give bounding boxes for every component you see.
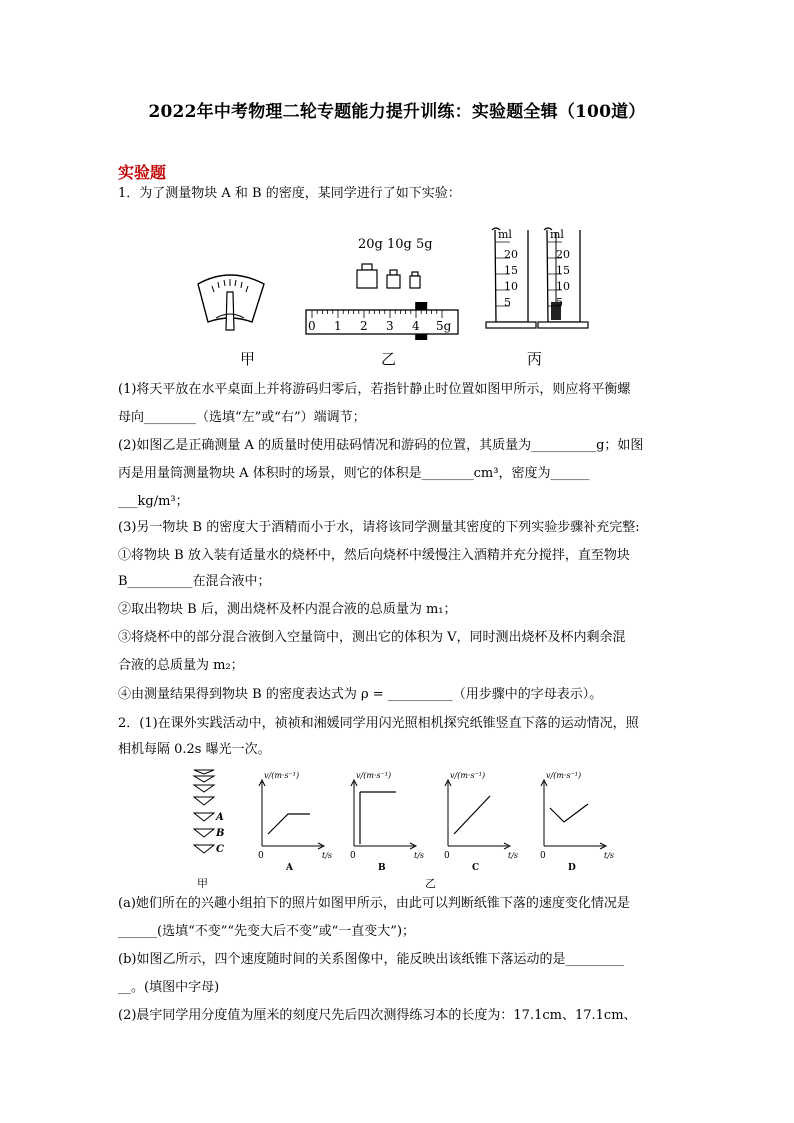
falling-cones-icon <box>194 770 214 853</box>
y-axis-label: v/(m·s⁻¹) <box>264 771 300 780</box>
q1-line: (2)如图乙是正确测量 A 的质量时使用砝码情况和游码的位置，其质量为__________g；如图 <box>118 438 644 453</box>
origin-label: 0 <box>444 851 450 861</box>
rider-bottom <box>415 334 427 340</box>
cylinder-scale-label: 20 <box>556 248 570 261</box>
q1-line: ①将物块 B 放入装有适量水的烧杯中，然后向烧杯中缓慢注入酒精并充分搅拌，直至物块 <box>118 548 630 563</box>
q2-line: __。(填图中字母) <box>118 980 220 995</box>
graph-label: D <box>568 863 576 873</box>
origin-label: 0 <box>540 851 546 861</box>
graph-label: A <box>286 863 293 873</box>
q1-line: ②取出物块 B 后，测出烧杯及杯内混合液的总质量为 m₁； <box>118 602 457 617</box>
q2-line: (2)晨宇同学用分度值为厘米的刻度尺先后四次测得练习本的长度为：17.1cm、17.1cm、 <box>118 1008 637 1023</box>
section-heading: 实验题 <box>118 163 167 182</box>
ruler-icon <box>306 302 458 340</box>
caption-jia-2: 甲 <box>197 877 208 890</box>
q1-line: (1)将天平放在水平桌面上并将游码归零后，若指针静止时位置如图甲所示，则应将平衡螺 <box>118 382 631 397</box>
x-axis-label: t/s <box>508 851 519 860</box>
ruler-tick-label: 0 <box>308 319 316 333</box>
x-axis-label: t/s <box>414 851 425 860</box>
balance-dial-icon <box>198 275 264 330</box>
ruler-tick-label: 2 <box>360 319 368 333</box>
q1-line: 母向________（选填“左”或“右”）端调节； <box>118 410 366 425</box>
rider-top <box>415 302 427 310</box>
vt-curve <box>454 796 490 834</box>
q1-line: ④由测量结果得到物块 B 的密度表达式为 ρ = __________（用步骤中的字母表示）。 <box>118 687 603 702</box>
y-axis-label: v/(m·s⁻¹) <box>356 771 392 780</box>
cylinder-scale-label: 5 <box>556 296 563 309</box>
caption-jia: 甲 <box>240 350 256 368</box>
cylinder-scale-label: ml <box>498 228 512 241</box>
q2-line: 2．(1)在课外实践活动中，祯祯和湘媛同学用闪光照相机探究纸锥竖直下落的运动情况，照 <box>118 716 639 731</box>
graduated-cylinders-icon <box>486 228 588 328</box>
cone-label: C <box>216 844 224 855</box>
q1-line: 合液的总质量为 m₂； <box>118 658 244 673</box>
q1-line: 丙是用量筒测量物块 A 体积时的场景，则它的体积是________cm³，密度为______ <box>118 466 590 481</box>
y-axis-label: v/(m·s⁻¹) <box>546 771 582 780</box>
vt-curve <box>268 814 310 834</box>
q1-line: ___kg/m³； <box>118 494 189 509</box>
cylinder-scale-label: 10 <box>504 280 518 293</box>
q2-line: ______(选填“不变”“先变大后不变”或“一直变大”)； <box>118 924 416 939</box>
q2-line: 相机每隔 0.2s 曝光一次。 <box>118 742 271 757</box>
cylinder-scale-label: 20 <box>504 248 518 261</box>
caption-yi: 乙 <box>381 350 397 368</box>
vt-curve <box>550 804 588 822</box>
ruler-tick-label: 5g <box>436 319 452 333</box>
cylinder-scale-label: 10 <box>556 280 570 293</box>
vt-graph <box>258 771 332 873</box>
q1-line: B__________在混合液中； <box>118 574 271 589</box>
cylinder-scale-label: 15 <box>504 264 518 277</box>
graph-label: B <box>378 863 386 873</box>
ruler-tick-label: 4 <box>412 319 420 333</box>
vt-graph <box>540 771 614 873</box>
q1-line: (3)另一物块 B 的密度大于酒精而小于水，请将该同学测量其密度的下列实验步骤补充完整: <box>118 520 640 535</box>
weights-label: 20g 10g 5g <box>358 237 433 252</box>
q2-line: (b)如图乙所示，四个速度随时间的关系图像中，能反映出该纸锥下落运动的是_________ <box>118 952 624 967</box>
page-title: 2022年中考物理二轮专题能力提升训练：实验题全辑（100道） <box>148 102 646 122</box>
cylinder-scale-label: 5 <box>504 296 511 309</box>
caption-yi-2: 乙 <box>425 877 436 890</box>
cylinder-scale-label: ml <box>550 228 564 241</box>
origin-label: 0 <box>258 851 264 861</box>
vt-graph <box>350 771 424 873</box>
weights-icon <box>357 264 420 288</box>
cone-label: B <box>216 828 225 839</box>
ruler-tick-label: 3 <box>386 319 394 333</box>
q1-line: ③将烧杯中的部分混合液倒入空量筒中，测出它的体积为 V，同时测出烧杯及杯内剩余混 <box>118 630 626 645</box>
q2-line: (a)她们所在的兴趣小组拍下的照片如图甲所示，由此可以判断纸锥下落的速度变化情况是 <box>118 896 630 911</box>
x-axis-label: t/s <box>322 851 333 860</box>
y-axis-label: v/(m·s⁻¹) <box>450 771 486 780</box>
graph-label: C <box>472 863 480 873</box>
cone-label: A <box>216 812 224 823</box>
q2-figure <box>188 766 615 890</box>
cylinder-scale-label: 15 <box>556 264 570 277</box>
ruler-tick-label: 1 <box>334 319 342 333</box>
vt-graph <box>444 771 518 873</box>
caption-bing: 丙 <box>527 350 543 368</box>
question-1-stem: 1．为了测量物块 A 和 B 的密度，某同学进行了如下实验： <box>118 186 461 201</box>
x-axis-label: t/s <box>604 851 615 860</box>
origin-label: 0 <box>350 851 356 861</box>
